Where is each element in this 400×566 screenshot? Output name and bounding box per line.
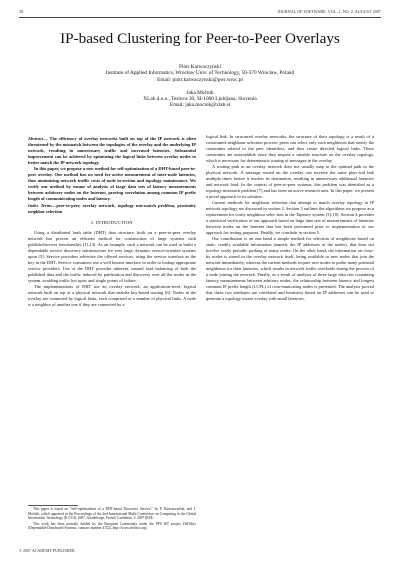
abstract-paragraph: In this paper, we propose a new method for self-optimization of a DHT-based peer-to-peer overlay. Our method has no need for active measurement of inter-node latencies, thus minimizing network traffic costs of node in-sertion and topology maintenance. We verify our method by means of analysis of large data sets of latency measurements between arbitrary nodes on the Internet, proving correlation among common IP prefix length of communicating nodes and latency. <box>28 165 196 201</box>
body-paragraph: Our contribution is on one hand a simple method for selection of neighbours based on static, readily available information (namely the IP addresses of the nodes), that does not involve costly periodic probing of many nodes. On the other hand, the information on close-by nodes is stored in the overlay network itself, being available to new nodes that join the network immediately, whereas the current methods require new nodes to probe many potential neighbours for their latencies, which results in network traffic overloads during the process of a node joining the network. Finally, as a result of analysis of three large data sets containing latency measurements between arbitrary nodes, the relationship between latency and longest common IP prefix length (LCPL) of com-municating nodes is presented. The analysis proved that these two attributes are correlated and heuristics based on IP addresses can be used to generate a topology-aware overlay with small latencies. <box>206 235 374 301</box>
copyright-line: © 2007 ACADEMY PUBLISHER <box>19 548 75 553</box>
right-column <box>206 134 374 302</box>
header-rule <box>19 17 381 18</box>
body-paragraph: A routing path in an overlay network does not usually map to the optimal path in the physical network. A message routed on the overlay can traverse the same phys-ical link multiple times before it reaches its destination, resulting in unnecessary additional latencies and network load. In the context of peer-to-peer systems, this problem was identified as a topology mismatch problem [7] and has been an active research area. In this paper, we present a novel approach to its solution. <box>206 163 374 199</box>
footnote-paragraph: This work has been partially funded by the European Community under the FP6 IST project DeDiSys (Dependable Distributed Systems, contract number 4152), http://www.dedisys.org/. <box>28 521 196 531</box>
paper-title: IP-based Clustering for Peer-to-Peer Overlays <box>60 30 340 47</box>
body-paragraph: logical link. In structured overlay networks, the structure of their topology is a result of a constrained neighbour selection process: peers can select only such neighbours that satisfy the constraints related to the peer identifiers, and thus create directed logical links. These constraints are unavoidable since they impose a suitable structure on the overlay topology, which is necessary for deterministic routing of messages in the overlay. <box>206 134 374 163</box>
abstract-label: Abstract <box>28 136 44 141</box>
author-email: Email: jaka.mocnik@xlab.si <box>169 102 231 109</box>
author-name: Jaka Močnik <box>186 89 214 96</box>
index-terms <box>28 203 196 215</box>
author-name: Piotr Karwaczyński <box>179 64 221 70</box>
author-block <box>0 64 400 109</box>
footnote <box>28 507 196 532</box>
footnote-paragraph: This paper is based on "Self-optimization of a DHT-based Discovery Service," by P. Karwaczyński, and J. Močnik, which appeared in the Proceedings of the 2nd International Multi-Conference on Computing in the Global Information Technology (ICCGI), 2007, Guadeloupe, French Caribbean. © 2007 IEEE. <box>28 507 196 521</box>
page-number: 38 <box>19 9 24 14</box>
abstract-text: — The efficiency of overlay networks built on top of the IP network is often threatened by the mismatch between the topologies of the overlay and the underlying IP network, resulting in unnecessary traffic and increased latencies. Substantial improvement can be achieved by optimizing the logical links between overlay nodes to better match the IP network topology. <box>28 136 196 165</box>
body-paragraph: Current methods for neighbour selection that attempt to match overlay topology to IP network topology are discussed in section 2. Section 3 outlines the algorithms we propose as a replacement for costly neighbour selec-tion in the Tapestry system [3], [8]. Section 4 provides a statistical verification of our approach based on large data sets of measurements of latencies between nodes on the Internet that has been performed prior to implementation of our approach for testing purposes. Finally, we conclude in section 5. <box>206 199 374 235</box>
index-terms-label: Index Terms <box>28 202 52 208</box>
journal-info: JOURNAL OF SOFTWARE, VOL. 2, NO. 2, AUGUST 2007 <box>277 9 381 14</box>
body-paragraph: Using a distributed hash table (DHT) data structure, built on a peer-to-peer overlay network has proven an efficient method for construction of large systems with publish/discover functionality [1]–[4]. As an example, such a network can be used to build a dependable service discovery infrastructure for very large, dynamic service-oriented systems upon [5]. Service providers advertise the offered services, using the service interface as the key in the DHT. Service consumers use a well known interface in order to lookup appropriate service providers. Use of the DHT provides inherent, natural load balancing of both the published data and the traffic induced by publication and discovery over all the nodes in the system, avoiding traffic hot spots and single points of failure. <box>28 229 196 283</box>
author-affiliation: Institute of Applied Informatics, Wrocław Univ. of Technology, 50-370 Wrocław, Poland <box>105 70 295 77</box>
abstract <box>28 136 196 166</box>
index-terms-text: —peer-to-peer, overlay network, topology mis-match problem, proximity neighbor selection <box>28 202 196 214</box>
author-affiliation: XLab d.o.o., Teslova 30, SI-1000 Ljubljana, Slovenia <box>143 96 257 103</box>
author-email: Email: piotr.karwaczynski@pwr.wroc.pl <box>157 76 243 83</box>
left-column <box>28 136 196 308</box>
running-head <box>19 8 381 16</box>
section-heading: I. INTRODUCTION <box>91 219 133 225</box>
footnote-rule <box>28 505 78 506</box>
body-paragraph: The implementations of DHT use an overlay network, an application-level, logical network built on top of a physical network that enables key-based routing [6]. Nodes in the overlay are connected by logical links, each comprised of a number of physical links. A node is a neighbor of another one if they are connected by a <box>28 283 196 307</box>
